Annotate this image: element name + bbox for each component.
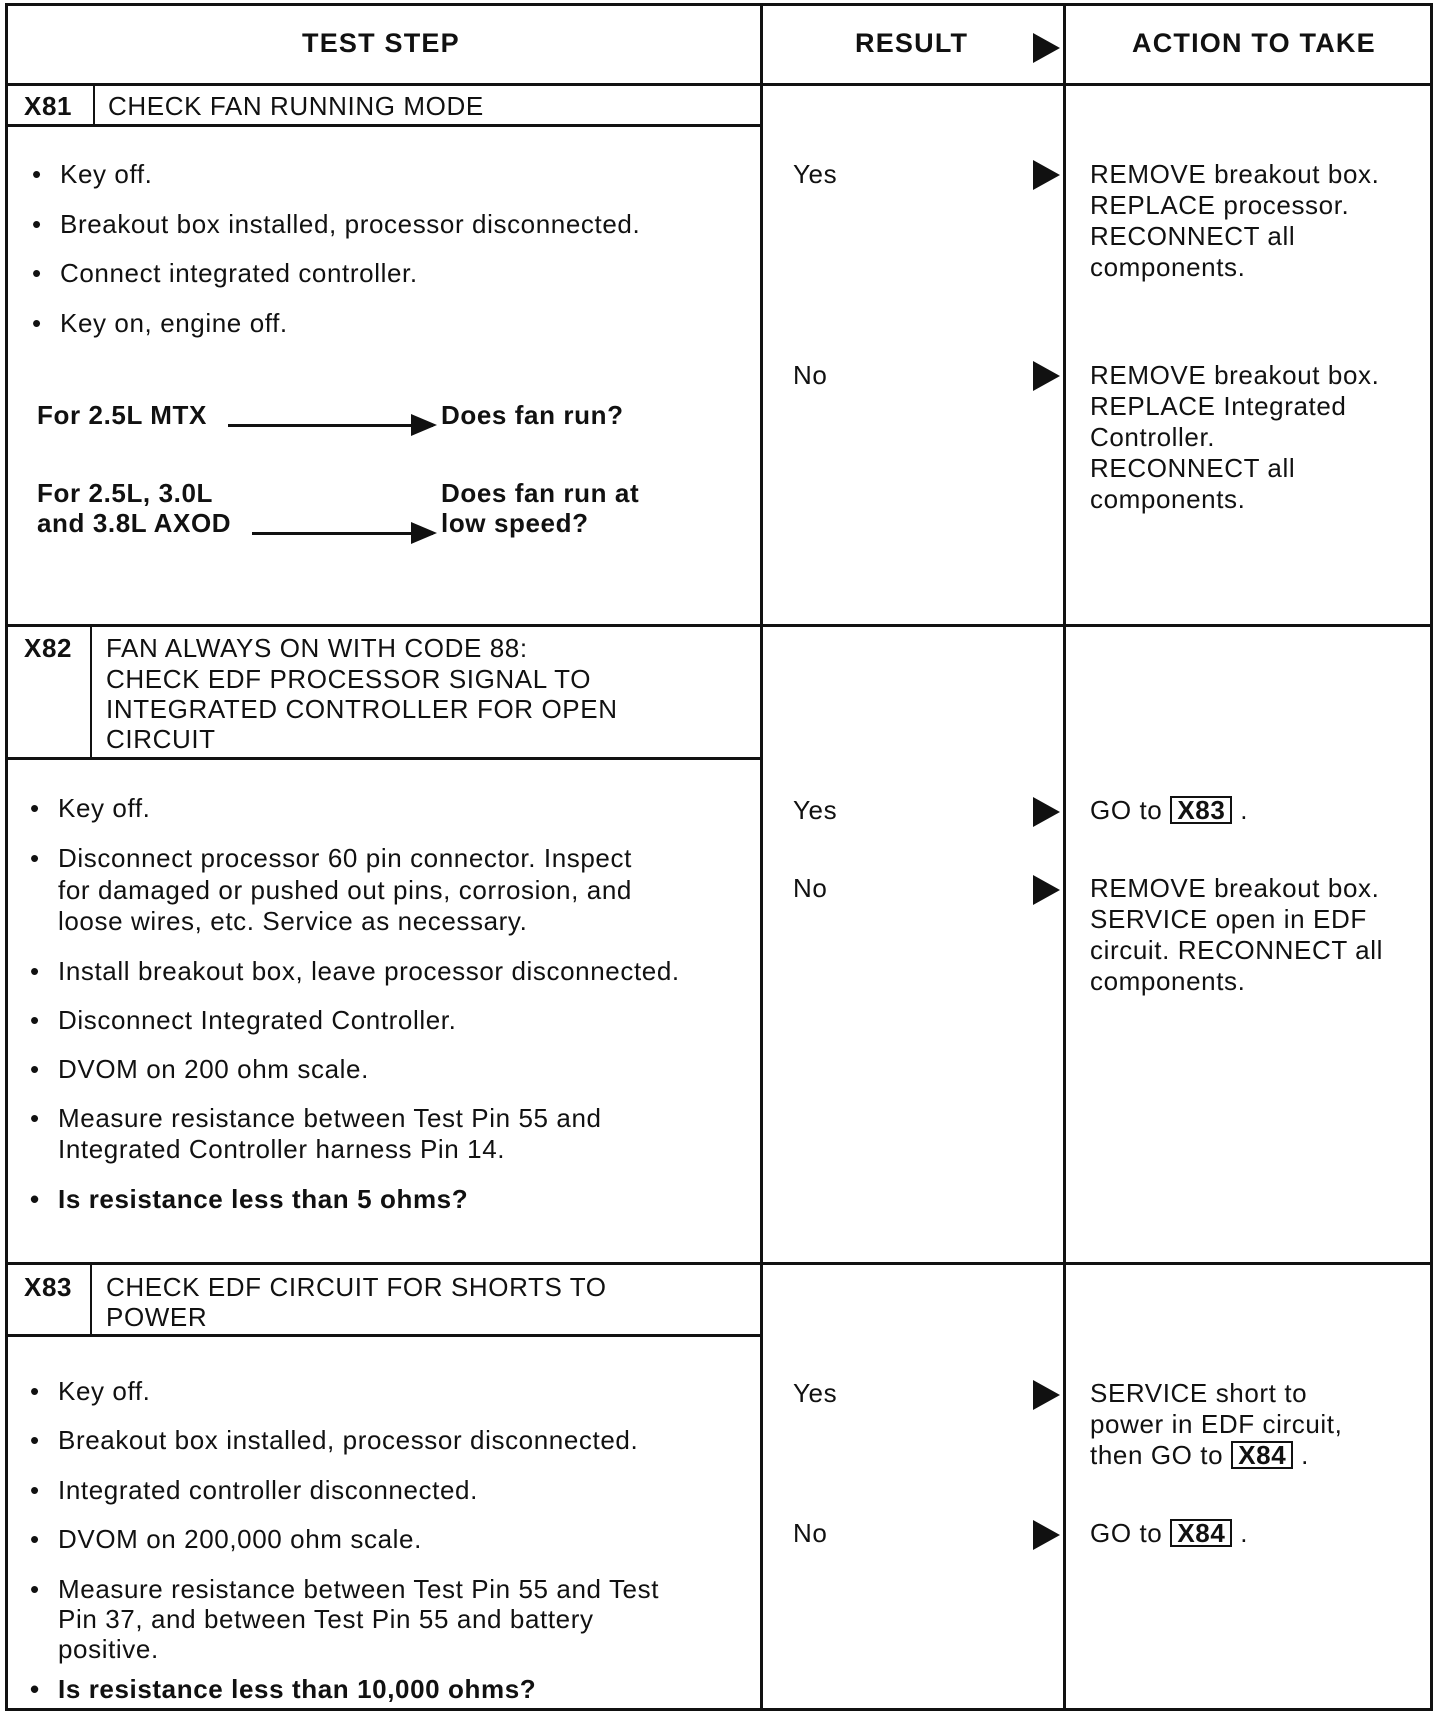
x82-yes-action-text: GO to xyxy=(1090,795,1163,825)
x83-yes-action-line-2: power in EDF circuit, xyxy=(1090,1409,1343,1439)
x81-no-action-line-3: Controller. xyxy=(1090,422,1216,452)
x81-no-arrow-icon xyxy=(1033,361,1060,391)
section-divider-1 xyxy=(5,624,1433,627)
x81-no-action-line-2: REPLACE Integrated xyxy=(1090,391,1347,421)
table-border-top xyxy=(5,3,1433,6)
x81-step-2: • Breakout box installed, processor disconnected. xyxy=(60,209,640,240)
table-border-left xyxy=(5,3,8,1711)
x82-yes-action xyxy=(1090,795,1248,826)
x81-yes-action-line-2: REPLACE processor. xyxy=(1090,190,1350,220)
x81-step-4: • Key on, engine off. xyxy=(60,308,288,339)
x81-q1-arrow-icon xyxy=(228,424,433,427)
x82-title-line-1: FAN ALWAYS ON WITH CODE 88: xyxy=(106,633,528,663)
x82-yes-action-ref: X83 xyxy=(1170,796,1232,824)
x82-step-6-line-2: Integrated Controller harness Pin 14. xyxy=(58,1134,506,1164)
table-border-bottom xyxy=(5,1708,1433,1711)
x82-no-action-line-3: circuit. RECONNECT all xyxy=(1090,935,1383,965)
x83-yes-action-line-3 xyxy=(1090,1440,1309,1471)
x81-yes-label: Yes xyxy=(793,159,838,189)
x83-no-action xyxy=(1090,1518,1248,1549)
header-result-arrow-icon xyxy=(1033,33,1060,63)
x83-yes-action-line-1: SERVICE short to xyxy=(1090,1378,1308,1408)
table-border-right xyxy=(1430,3,1433,1711)
x81-q2-arrow-icon xyxy=(252,532,433,535)
x82-step-2-line-3: loose wires, etc. Service as necessary. xyxy=(58,906,528,936)
x81-no-label: No xyxy=(793,360,828,390)
x82-title-line-2: CHECK EDF PROCESSOR SIGNAL TO xyxy=(106,664,592,694)
x82-no-action-line-4: components. xyxy=(1090,966,1246,996)
x82-no-label: No xyxy=(793,873,828,903)
x82-step-6-line-1: • Measure resistance between Test Pin 55 and xyxy=(58,1103,602,1134)
x83-step-2: • Breakout box installed, processor disconnected. xyxy=(58,1425,638,1456)
x81-num-divider xyxy=(93,84,95,126)
x81-no-action-line-1: REMOVE breakout box. xyxy=(1090,360,1380,390)
x83-step-5-line-1: • Measure resistance between Test Pin 55 and Test xyxy=(58,1574,659,1605)
x83-no-action-text: GO to xyxy=(1090,1518,1163,1548)
x83-yes-action-ref: X84 xyxy=(1231,1441,1293,1469)
x82-step-2-line-2: for damaged or pushed out pins, corrosion, and xyxy=(58,875,632,905)
x81-no-action-line-4: RECONNECT all xyxy=(1090,453,1296,483)
x81-q2-question-line-2: low speed? xyxy=(441,508,589,538)
x81-q2-condition-line-1: For 2.5L, 3.0L xyxy=(37,478,214,508)
x82-yes-arrow-icon xyxy=(1033,797,1060,827)
x83-step-1: • Key off. xyxy=(58,1376,151,1407)
x83-step-3: • Integrated controller disconnected. xyxy=(58,1475,478,1506)
x83-no-label: No xyxy=(793,1518,828,1548)
x81-step-3: • Connect integrated controller. xyxy=(60,258,418,289)
x83-yes-arrow-icon xyxy=(1033,1380,1060,1410)
x81-step-number: X81 xyxy=(24,91,73,121)
x81-no-action-line-5: components. xyxy=(1090,484,1246,514)
x83-yes-action-end: . xyxy=(1301,1440,1309,1470)
x83-num-divider xyxy=(90,1263,92,1337)
header-test-step: TEST STEP xyxy=(302,28,460,58)
x83-step-5-line-2: Pin 37, and between Test Pin 55 and battery xyxy=(58,1604,594,1634)
x83-yes-label: Yes xyxy=(793,1378,838,1408)
x82-question: • Is resistance less than 5 ohms? xyxy=(58,1184,468,1215)
x82-step-1: • Key off. xyxy=(58,793,151,824)
x82-no-arrow-icon xyxy=(1033,875,1060,905)
x83-title-divider xyxy=(5,1334,763,1337)
x82-step-2-line-1: • Disconnect processor 60 pin connector. Inspect xyxy=(58,843,632,874)
x81-q1-question: Does fan run? xyxy=(441,400,624,430)
x81-yes-arrow-icon xyxy=(1033,160,1060,190)
x82-step-4: • Disconnect Integrated Controller. xyxy=(58,1005,456,1036)
x82-title-line-4: CIRCUIT xyxy=(106,724,216,754)
x83-no-arrow-icon xyxy=(1033,1520,1060,1550)
x82-step-5: • DVOM on 200 ohm scale. xyxy=(58,1054,369,1085)
x83-step-5-line-3: positive. xyxy=(58,1634,159,1664)
x83-no-action-ref: X84 xyxy=(1170,1519,1232,1547)
header-divider xyxy=(5,83,1433,86)
column-divider-2 xyxy=(1063,3,1066,1711)
x83-no-action-end: . xyxy=(1240,1518,1249,1548)
header-result: RESULT xyxy=(855,28,969,58)
x81-step-1: • Key off. xyxy=(60,159,153,190)
x82-step-3: • Install breakout box, leave processor disconnected. xyxy=(58,956,680,987)
x83-question: • Is resistance less than 10,000 ohms? xyxy=(58,1674,536,1705)
x83-yes-action-text: then GO to xyxy=(1090,1440,1224,1470)
x81-q2-question-line-1: Does fan run at xyxy=(441,478,640,508)
x83-step-4: • DVOM on 200,000 ohm scale. xyxy=(58,1524,422,1555)
x83-title-line-1: CHECK EDF CIRCUIT FOR SHORTS TO xyxy=(106,1272,607,1302)
x81-yes-action-line-4: components. xyxy=(1090,252,1246,282)
x83-step-number: X83 xyxy=(24,1272,73,1302)
x82-title-divider xyxy=(5,757,763,760)
column-divider-1 xyxy=(760,3,763,1711)
x81-step-title: CHECK FAN RUNNING MODE xyxy=(108,91,484,121)
x82-no-action-line-1: REMOVE breakout box. xyxy=(1090,873,1380,903)
x81-title-divider xyxy=(5,124,763,127)
x82-yes-label: Yes xyxy=(793,795,838,825)
x81-q2-condition-line-2: and 3.8L AXOD xyxy=(37,508,232,538)
section-divider-2 xyxy=(5,1262,1433,1265)
header-action: ACTION TO TAKE xyxy=(1132,28,1376,58)
x82-num-divider xyxy=(90,625,92,759)
x83-title-line-2: POWER xyxy=(106,1302,208,1332)
x82-step-number: X82 xyxy=(24,633,73,663)
x81-yes-action-line-3: RECONNECT all xyxy=(1090,221,1296,251)
x81-yes-action-line-1: REMOVE breakout box. xyxy=(1090,159,1380,189)
x82-title-line-3: INTEGRATED CONTROLLER FOR OPEN xyxy=(106,694,618,724)
x81-q1-condition: For 2.5L MTX xyxy=(37,400,207,430)
x82-yes-action-end: . xyxy=(1240,795,1249,825)
x82-no-action-line-2: SERVICE open in EDF xyxy=(1090,904,1367,934)
